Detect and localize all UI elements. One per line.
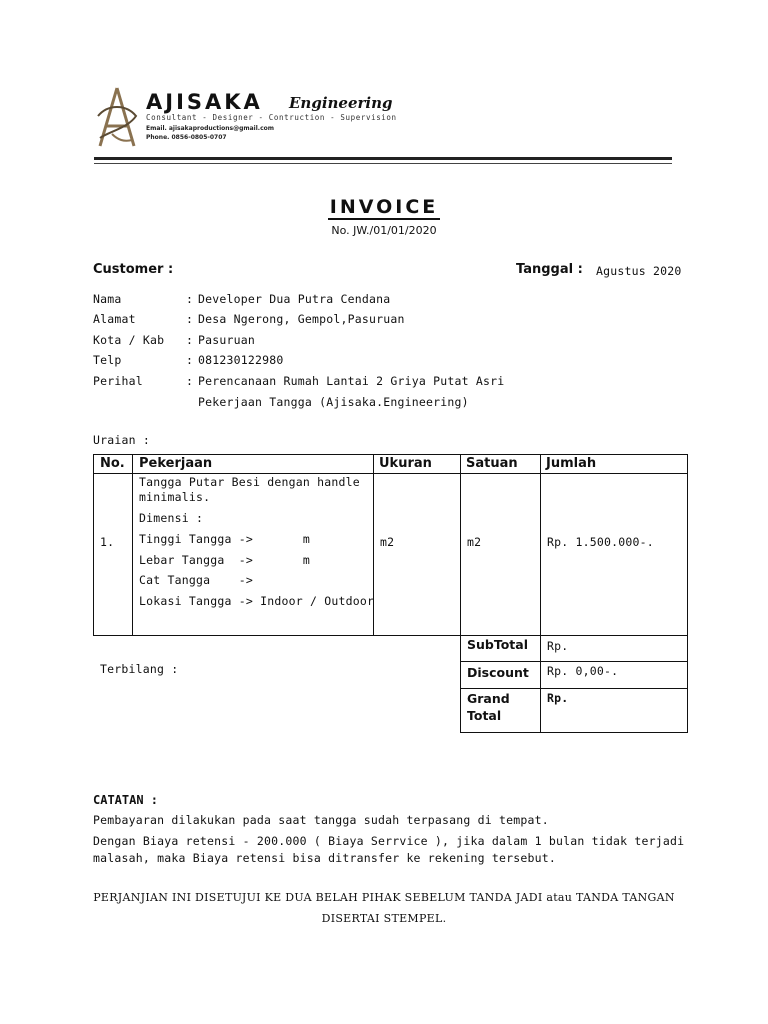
info-value: Desa Ngerong, Gempol,Pasuruan (198, 312, 405, 326)
header-divider-thick (94, 157, 672, 160)
row-pekerjaan-line: Dimensi : (139, 511, 204, 525)
table-col-divider (132, 454, 133, 636)
table-border-right (687, 454, 688, 733)
row-no: 1. (100, 535, 115, 549)
info-label: Kota / Kab (93, 333, 165, 347)
company-contact (146, 124, 274, 142)
table-header-jumlah: Jumlah (546, 456, 597, 471)
info-label: Alamat (93, 312, 136, 326)
info-value: Perencanaan Rumah Lantai 2 Griya Putat Asri (198, 374, 505, 388)
note-line: malasah, maka Biaya retensi bisa ditransfer ke rekening tersebut. (93, 851, 557, 865)
row-pekerjaan-line: minimalis. (139, 490, 211, 504)
company-logo-mark (94, 86, 140, 152)
grand-total-value: Rp. (547, 691, 569, 705)
row-pekerjaan-line: Tinggi Tangga -> m (139, 532, 310, 546)
info-separator: : (186, 312, 194, 326)
company-suffix: Engineering (289, 94, 393, 112)
info-separator: : (186, 292, 194, 306)
company-phone: Phone. 0856-0805-0707 (146, 134, 227, 141)
table-header-ukuran: Ukuran (379, 456, 432, 471)
terbilang-label: Terbilang : (100, 662, 179, 676)
company-email: Email. ajisakaproductions@gmail.com (146, 125, 275, 132)
date-value: Agustus 2020 (596, 264, 682, 278)
agreement-line: DISERTAI STEMPEL. (321, 912, 447, 925)
table-col-divider (373, 454, 374, 636)
info-separator: : (186, 374, 194, 388)
table-border-bottom (93, 635, 688, 636)
info-separator: : (186, 333, 194, 347)
notes-heading: CATATAN : (93, 793, 159, 807)
info-label: Perihal (93, 374, 143, 388)
row-jumlah: Rp. 1.500.000-. (547, 535, 654, 549)
date-heading: Tanggal : (516, 262, 583, 277)
table-border-top (93, 454, 688, 455)
table-col-divider (540, 454, 541, 733)
company-tagline: Consultant - Designer - Contruction - Supervision (146, 113, 397, 122)
note-line: Dengan Biaya retensi - 200.000 ( Biaya Serrvice ), jika dalam 1 bulan tidak terjadi (93, 834, 685, 848)
totals-divider (460, 688, 688, 689)
totals-border-bottom (460, 732, 688, 733)
subtotal-value: Rp. (547, 639, 569, 653)
invoice-title: INVOICE (329, 196, 439, 218)
grand-total-label: Grand Total (467, 691, 510, 723)
row-pekerjaan-line: Lebar Tangga -> m (139, 553, 310, 567)
discount-label: Discount (467, 665, 529, 680)
uraian-label: Uraian : (93, 433, 150, 447)
totals-divider (460, 661, 688, 662)
header-divider-thin (94, 163, 672, 164)
info-value: 081230122980 (198, 353, 284, 367)
discount-value: Rp. 0,00-. (547, 664, 619, 678)
info-separator: : (186, 353, 194, 367)
subtotal-label: SubTotal (467, 637, 528, 652)
table-header-pekerjaan: Pekerjaan (139, 456, 213, 471)
customer-heading: Customer : (93, 262, 174, 277)
row-satuan: m2 (467, 535, 482, 549)
agreement-line: PERJANJIAN INI DISETUJUI KE DUA BELAH PIHAK SEBELUM TANDA JADI atau TANDA TANGAN (93, 891, 675, 904)
row-pekerjaan-line: Lokasi Tangga -> Indoor / Outdoor (139, 594, 375, 608)
row-pekerjaan-line: Cat Tangga -> (139, 573, 253, 587)
note-line: Pembayaran dilakukan pada saat tangga sudah terpasang di tempat. (93, 813, 549, 827)
info-value: Developer Dua Putra Cendana (198, 292, 391, 306)
info-label: Telp (93, 353, 122, 367)
info-value: Pekerjaan Tangga (Ajisaka.Engineering) (198, 395, 469, 409)
table-header-no: No. (100, 456, 125, 471)
info-label: Nama (93, 292, 122, 306)
info-value: Pasuruan (198, 333, 255, 347)
invoice-number: No. JW./01/01/2020 (331, 224, 437, 237)
table-border-left (93, 454, 94, 636)
row-pekerjaan-line: Tangga Putar Besi dengan handle (139, 475, 360, 489)
row-ukuran: m2 (380, 535, 395, 549)
company-name: AJISAKA (146, 90, 263, 114)
table-col-divider (460, 454, 461, 733)
table-header-divider (93, 473, 688, 474)
table-header-satuan: Satuan (466, 456, 518, 471)
